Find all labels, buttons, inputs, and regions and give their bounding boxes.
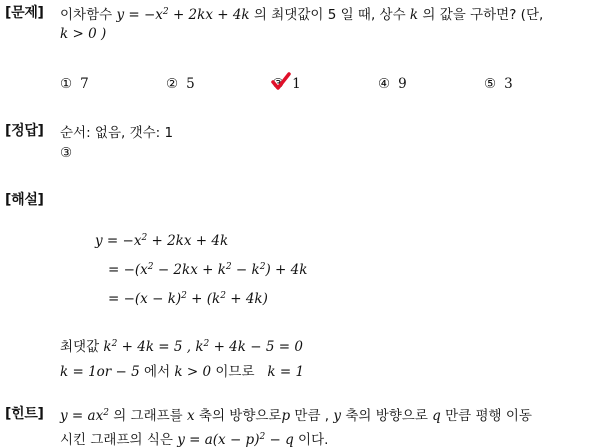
question-tag: [문제] [5,5,44,21]
solution-equation-1: $y = -x^2 + 2kx + 4k$ [95,233,229,249]
answer-line-2: ③ [60,145,73,161]
choice-2[interactable]: ② 5 [166,76,195,92]
choice-4[interactable]: ④ 9 [378,76,407,92]
hint-line-1: $y = ax^2$ 의 그래프를 x 축의 방향으로p 만큼 , y 축의 방향으로 q 만큼 평행 이동 [60,408,532,424]
question-equation: $y = -x^2 + 2kx + 4k$ [116,7,250,23]
solution-text-1: 최댓값 $k^2 + 4k = 5$ , $k^2 + 4k - 5 = 0$ [60,339,303,355]
solution-equation-3: = $-(x - k)^2 + (k^2 + 4k)$ [108,291,268,307]
solution-equation-2: = $-(x^2 - 2kx + k^2 - k^2) + 4k$ [108,262,308,278]
solution-text-2: k = 1or − 5 에서 k > 0 이므로 k = 1 [60,364,305,380]
hint-line-2: 시킨 그래프의 식은 $y = a(x - p)^2 - q$ 이다. [60,432,329,448]
answer-line-1: 순서: 없음, 갯수: 1 [60,125,174,141]
red-check-mark-icon [271,72,291,92]
question-line-1: 이차함수 $y = -x^2 + 2kx + 4k$ 의 최댓값이 5 일 때, 상수 k 의 값을 구하면? (단, [60,7,544,23]
choice-5[interactable]: ⑤ 3 [484,76,513,92]
answer-tag: [정답] [5,123,44,139]
hint-tag: [힌트] [5,406,44,422]
choice-3[interactable]: ③ 1 [272,76,301,92]
solution-tag: [해설] [5,192,44,208]
question-line-2: k > 0 ) [60,26,107,42]
choice-1[interactable]: ① 7 [60,76,89,92]
